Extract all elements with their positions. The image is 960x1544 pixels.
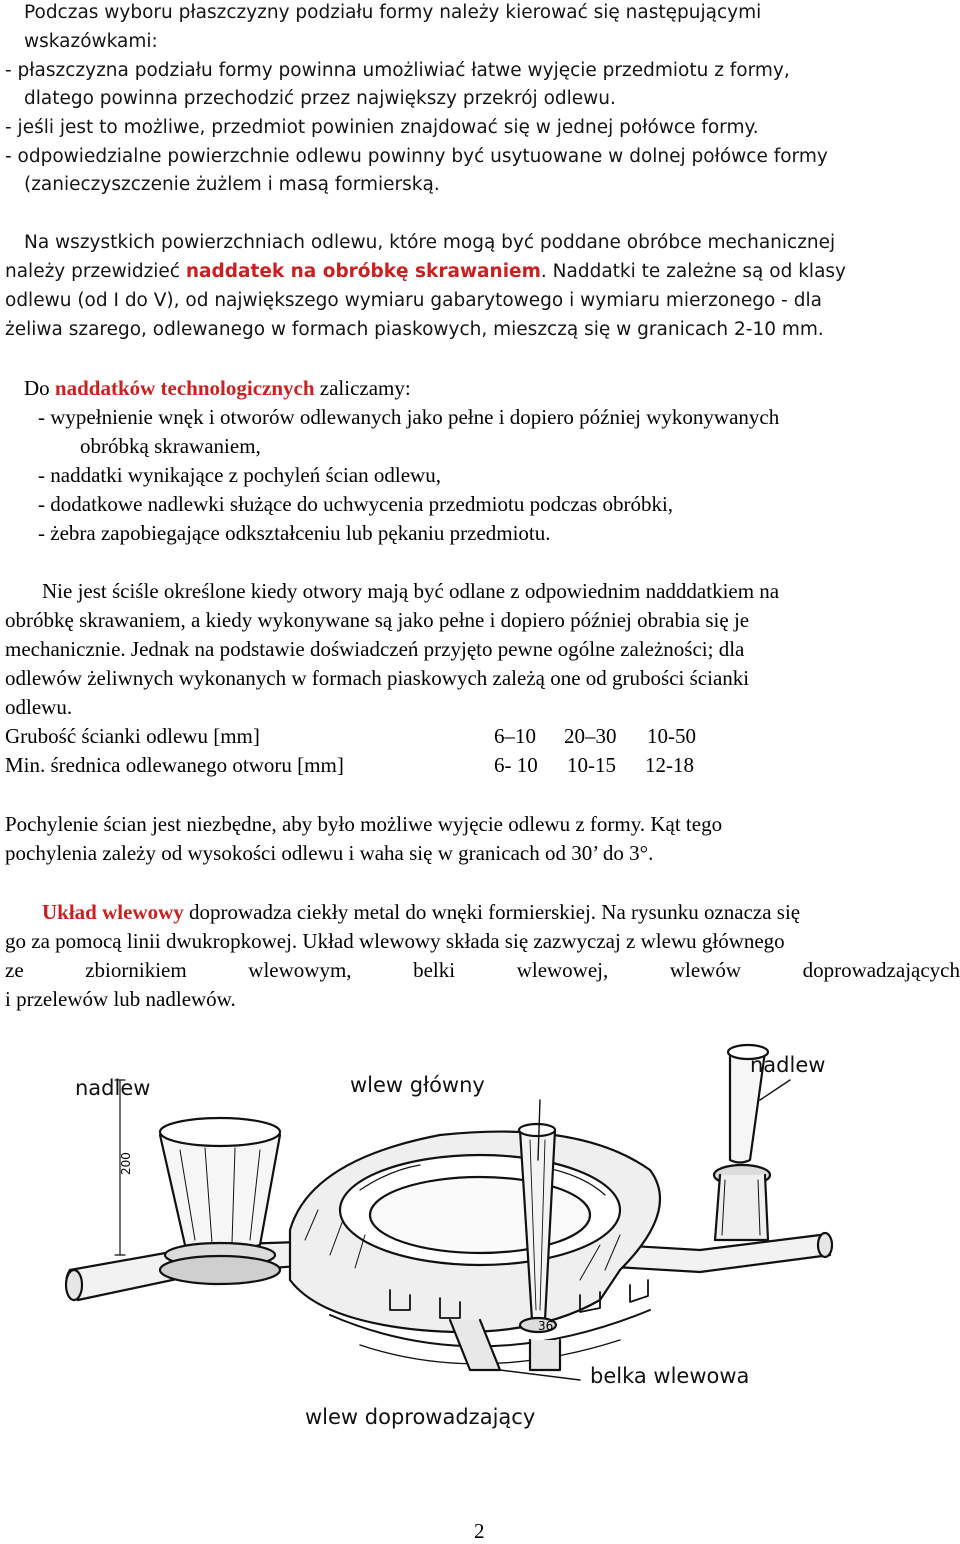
table-row-1-val-2: 20–30 — [564, 724, 617, 748]
label-wlew-glowny: wlew główny — [350, 1073, 485, 1097]
gating-term: Układ wlewowy — [42, 900, 184, 924]
leader-right-riser — [760, 1080, 790, 1100]
runner-left-end — [66, 1270, 82, 1300]
slope-line-2: pochylenia zależy od wysokości odlewu i waha się w granicach od 30’ do 3°. — [5, 841, 654, 865]
table-row-1-val-3: 10-50 — [647, 724, 696, 748]
table-row-2-val-2: 10-15 — [567, 753, 616, 777]
technological-post: zaliczamy: — [314, 376, 411, 400]
page-number: 2 — [474, 1519, 485, 1543]
technological-pre: Do — [24, 376, 55, 400]
technological-item-3: - dodatkowe nadlewki służące do uchwycenia przedmiotu podczas obróbki, — [38, 492, 674, 516]
gating-line-4: i przelewów lub nadlewów. — [5, 987, 236, 1011]
gating-line-2: go za pomocą linii dwukropkowej. Układ wlewowy składa się zazwyczaj z wlewu głównego — [5, 929, 785, 953]
label-belka-wlewowa: belka wlewowa — [590, 1364, 750, 1388]
machining-line-4: żeliwa szarego, odlewanego w formach piaskowych, mieszczą się w granicach 2-10 mm. — [5, 319, 824, 340]
ingate-2 — [530, 1340, 560, 1370]
intro-line-4: dlatego powinna przechodzić przez największy przekrój odlewu. — [24, 88, 616, 109]
technological-heading — [24, 376, 411, 401]
machining-line-2-pre: należy przewidzieć — [5, 261, 186, 282]
dim-36-label: 36 — [538, 1319, 554, 1333]
holes-line-4: odlewów żeliwnych wykonanych w formach piaskowych zależą one od grubości ścianki — [5, 666, 750, 690]
left-feeder-top — [160, 1118, 280, 1146]
machining-line-3: odlewu (od I do V), od największego wymiaru gabarytowego i wymiaru mierzonego - dla — [5, 290, 822, 311]
gating-line-1-post: doprowadza ciekły metal do wnęki formierskiej. Na rysunku oznacza się — [183, 900, 801, 924]
gating-line-1 — [42, 900, 800, 925]
technological-item-1: - wypełnienie wnęk i otworów odlewanych jako pełne i dopiero później wykonywanych — [38, 405, 780, 429]
machining-allowance-term: naddatek na obróbkę skrawaniem — [185, 261, 541, 282]
table-row-1-val-1: 6–10 — [494, 724, 536, 748]
dim-200-label: 200 — [119, 1152, 133, 1175]
technological-item-1-cont: obróbką skrawaniem, — [80, 434, 261, 458]
table-row-2-val-1: 6- 10 — [494, 753, 538, 777]
intro-line-2: wskazówkami: — [24, 31, 158, 52]
machining-line-2-post: . Naddatki te zależne są od klasy — [540, 261, 846, 282]
technological-item-4: - żebra zapobiegające odkształceniu lub pękaniu przedmiotu. — [38, 521, 551, 545]
technological-term: naddatków technologicznych — [54, 376, 315, 400]
holes-line-3: mechanicznie. Jednak na podstawie doświadczeń przyjęto pewne ogólne zależności; dla — [5, 637, 745, 661]
gating-system-figure — [60, 1040, 940, 1440]
intro-line-7: (zanieczyszczenie żużlem i masą formierską. — [24, 174, 440, 195]
intro-line-6: - odpowiedzialne powierzchnie odlewu powinny być usytuowane w dolnej połówce formy — [5, 146, 828, 167]
intro-line-3: - płaszczyzna podziału formy powinna umożliwiać łatwe wyjęcie przedmiotu z formy, — [5, 60, 790, 81]
runner-right-end — [818, 1233, 832, 1257]
holes-line-1: Nie jest ściśle określone kiedy otwory mają być odlane z odpowiednim nadddatkiem na — [42, 579, 780, 603]
leader-runner — [500, 1370, 580, 1380]
holes-line-2: obróbkę skrawaniem, a kiedy wykonywane są jako pełne i dopiero później obrabia się je — [5, 608, 750, 632]
table-row-2-val-3: 12-18 — [645, 753, 694, 777]
slope-line-1: Pochylenie ścian jest niezbędne, aby było możliwe wyjęcie odlewu z formy. Kąt tego — [5, 812, 723, 836]
intro-line-1: Podczas wyboru płaszczyzny podziału formy należy kierować się następującymi — [24, 2, 762, 23]
table-row-2-label: Min. średnica odlewanego otworu [mm] — [5, 753, 344, 777]
machining-line-2 — [5, 261, 846, 282]
machining-line-1: Na wszystkich powierzchniach odlewu, które mogą być poddane obróbce mechanicznej — [24, 232, 836, 253]
holes-line-5: odlewu. — [5, 695, 73, 719]
intro-line-5: - jeśli jest to możliwe, przedmiot powinien znajdować się w jednej połówce formy. — [5, 117, 759, 138]
table-row-1-label: Grubość ścianki odlewu [mm] — [5, 724, 260, 748]
gating-line-3: ze zbiornikiem wlewowym, belki wlewowej, wlewów doprowadzających — [5, 958, 960, 982]
label-nadlew-right: nadlew — [750, 1053, 826, 1077]
label-nadlew-left: nadlew — [75, 1076, 151, 1100]
label-wlew-doprowadzajacy: wlew doprowadzający — [305, 1405, 536, 1429]
technological-item-2: - naddatki wynikające z pochyleń ścian odlewu, — [38, 463, 441, 487]
